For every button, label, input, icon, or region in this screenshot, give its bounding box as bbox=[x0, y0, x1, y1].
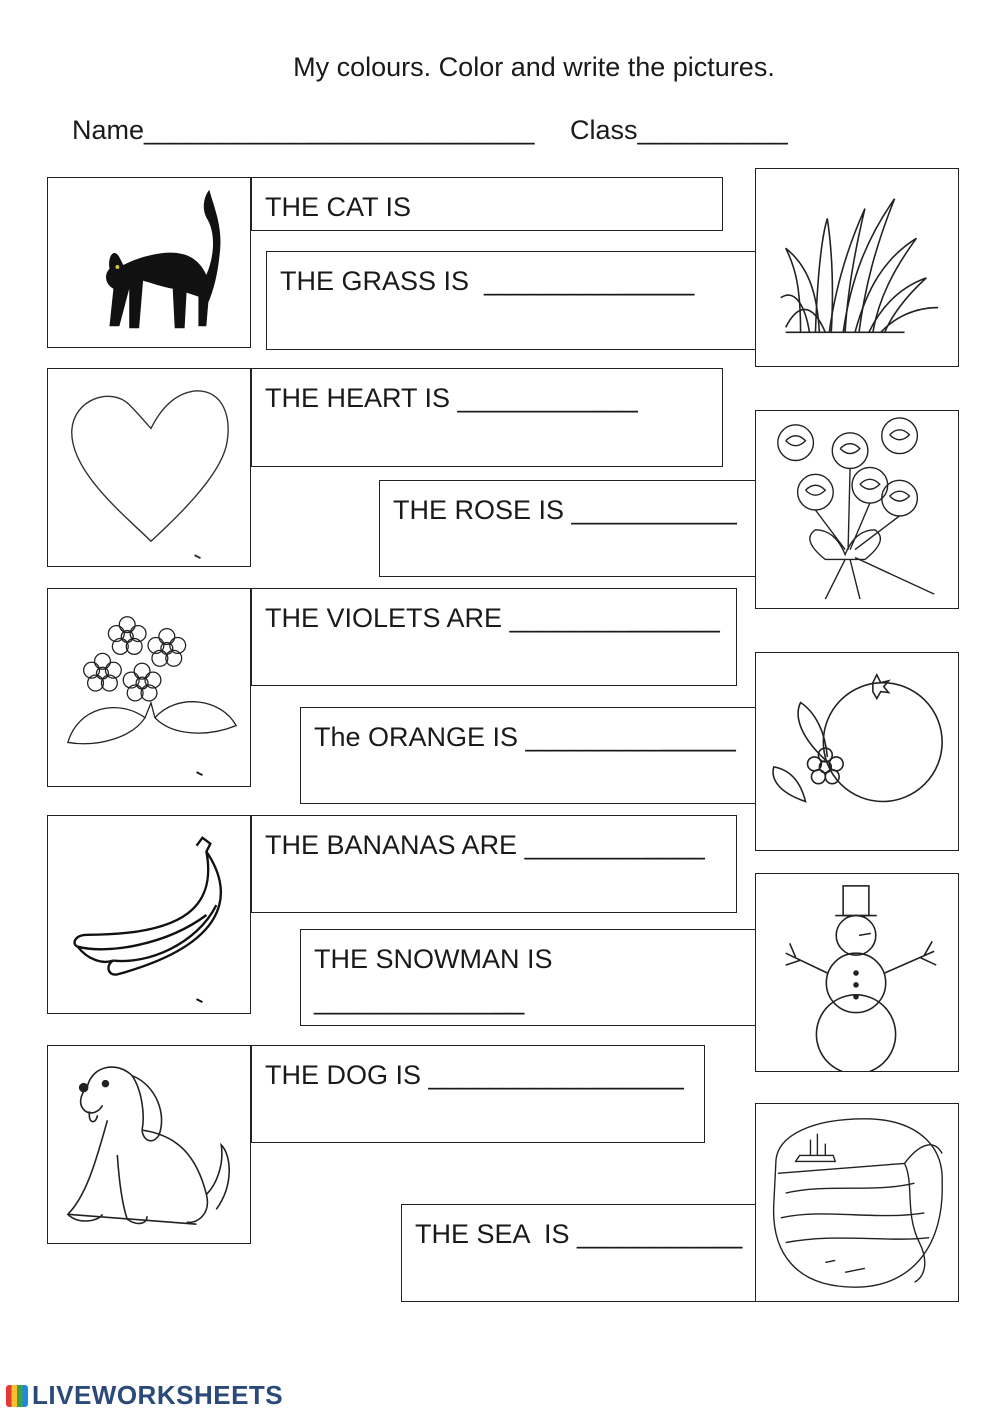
snowman-answer-box[interactable]: THE SNOWMAN IS ______________ bbox=[300, 929, 756, 1026]
brand-text: LIVEWORKSHEETS bbox=[32, 1380, 284, 1410]
orange-picture bbox=[755, 652, 959, 851]
rose-icon bbox=[756, 411, 958, 608]
rose-answer-box[interactable]: THE ROSE IS ___________ bbox=[379, 480, 756, 577]
sea-icon bbox=[756, 1104, 958, 1301]
name-field[interactable]: Name__________________________ bbox=[72, 115, 535, 145]
violets-picture bbox=[47, 588, 251, 787]
grass-picture bbox=[755, 168, 959, 367]
cat-answer-box[interactable]: THE CAT IS bbox=[251, 177, 723, 231]
grass-icon bbox=[756, 169, 958, 366]
class-field[interactable]: Class__________ bbox=[570, 115, 788, 145]
orange-icon bbox=[756, 653, 958, 850]
rose-picture bbox=[755, 410, 959, 609]
dog-answer-box[interactable]: THE DOG IS _________________ bbox=[251, 1045, 705, 1143]
violets-answer-box[interactable]: THE VIOLETS ARE ______________ bbox=[251, 588, 737, 686]
liveworksheets-logo bbox=[6, 1380, 283, 1411]
heart-answer-box[interactable]: THE HEART IS ____________ bbox=[251, 368, 723, 467]
grass-answer-box[interactable]: THE GRASS IS ______________ bbox=[266, 251, 756, 350]
snowman-icon bbox=[756, 874, 958, 1071]
worksheet-title: My colours. Color and write the pictures. bbox=[293, 52, 775, 82]
dog-picture bbox=[47, 1045, 251, 1244]
cat-icon bbox=[48, 178, 250, 347]
dog-icon bbox=[48, 1046, 250, 1243]
violets-icon bbox=[48, 589, 250, 786]
bananas-picture bbox=[47, 815, 251, 1014]
orange-answer-box[interactable]: The ORANGE IS ______________ bbox=[300, 707, 756, 804]
heart-picture bbox=[47, 368, 251, 567]
snowman-picture bbox=[755, 873, 959, 1072]
cat-picture bbox=[47, 177, 251, 348]
bananas-answer-box[interactable]: THE BANANAS ARE ____________ bbox=[251, 815, 737, 913]
sea-answer-box[interactable]: THE SEA IS ___________ bbox=[401, 1204, 757, 1302]
sea-picture bbox=[755, 1103, 959, 1302]
liveworksheets-logo-icon bbox=[6, 1385, 28, 1407]
bananas-icon bbox=[48, 816, 250, 1013]
heart-icon bbox=[48, 369, 250, 566]
